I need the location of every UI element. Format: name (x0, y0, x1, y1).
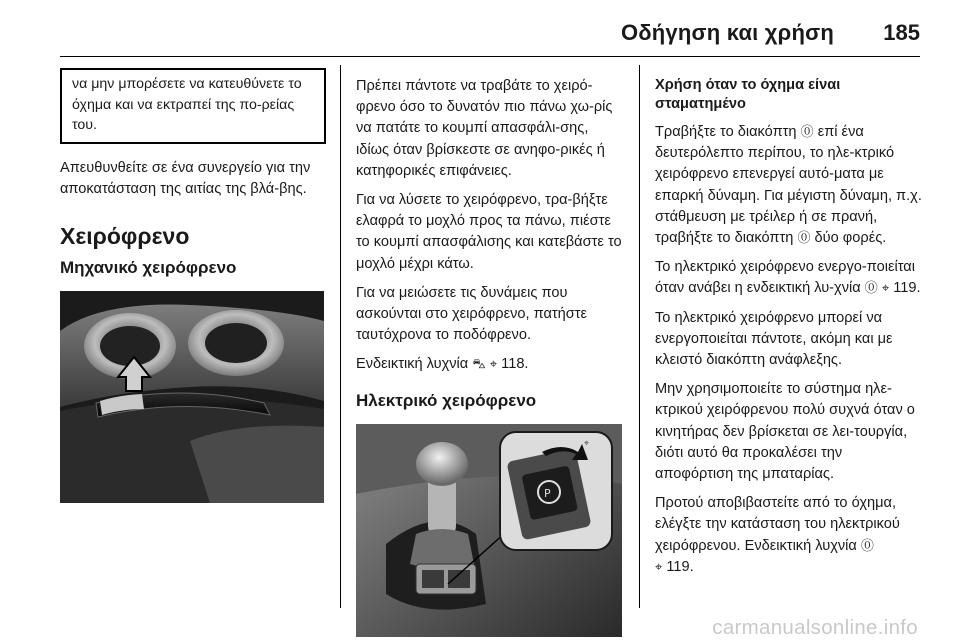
reduce-force-paragraph: Για να μειώσετε τις δυνάμεις που ασκούνται στο χειρόφρενο, πατήστε ταυτόχρονα το ποδόφρενο. (356, 284, 588, 344)
mechanical-handbrake-illustration (60, 291, 324, 503)
column-3 (655, 76, 923, 586)
heading-electric-brake: Ηλεκτρικό χειρόφρενο (356, 390, 537, 410)
subheading-mechanical-brake: Μηχανικό χειρόφρενο (60, 258, 237, 278)
heading-parking-brake: Χειρόφρενο (60, 222, 190, 249)
apply-text-b: επί ένα δευτερόλεπτο περίπου, το ηλε-κτρικό χειρόφρενο επενεργεί αυτό-ματα με επαρκή δύναμη. Για μέγιστη δύναμη, π.χ. στάθμευση με τρέιλερ ή σε πρανή, τραβήξτε το διακόπτη (655, 124, 922, 247)
release-brake-paragraph: Για να λύσετε το χειρόφρενο, τρα-βήξτε ελαφρά το μοχλό προς τα πάνω, πιέστε το κουμπί απασφάλισης και κατεβάστε το μοχλό μέχρι κάτω. (356, 192, 622, 272)
watermark: carmanualsonline.info (712, 616, 918, 639)
apply-text-c: δύο φορές. (814, 230, 887, 247)
brake-warning-lamp-icon: ⓪ (864, 281, 878, 297)
brake-warning-lamp-icon: ⓪ (860, 538, 874, 554)
column-divider-2 (639, 65, 640, 608)
reference-page: 118. (501, 356, 529, 373)
reference-link[interactable] (490, 356, 529, 372)
parking-brake-icon: ⛍ (472, 357, 486, 373)
electric-parking-brake-illustration (356, 424, 622, 637)
stationary-use-heading: Χρήση όταν το όχημα είναι σταματημένο (655, 77, 841, 112)
svg-text:P: P (544, 486, 551, 500)
column-1 (60, 68, 324, 503)
electric-brake-figure-svg (356, 424, 622, 637)
column-divider-1 (340, 65, 341, 608)
reference-page: 119. (666, 558, 694, 575)
pull-brake-paragraph: Πρέπει πάντοτε να τραβάτε το χειρό-φρενο όσο το δυνατόν πιο πάνω χω-ρίς να πατάτε το κουμπί απασφάλι-σης, ιδίως όταν βρίσκεστε σε ανηφο-ρικές ή κατηφορικές επιφάνειες. (356, 78, 613, 179)
warning-box: να μην μπορέσετε να κατευθύνετε το όχημα και να εκτραπεί της πο-ρείας του. (60, 68, 326, 144)
indicator-lamp-text: Ενδεικτική λυχνία (356, 356, 469, 373)
battery-warning-paragraph: Μην χρησιμοποιείτε το σύστημα ηλε-κτρικού χειρόφρενου πολύ συχνά όταν ο κινητήρας δεν βρίσκεται σε λει-τουργία, διότι αυτό θα προκαλέσει την αποφόρτιση της μπαταρίας. (655, 381, 915, 483)
brake-warning-lamp-icon: ⓪ (800, 125, 814, 140)
reference-link[interactable] (882, 280, 921, 296)
reference-page: 119. (893, 280, 921, 297)
svg-text:⌖: ⌖ (584, 438, 590, 449)
indicator-lamp-paragraph (356, 354, 624, 375)
brake-warning-lamp-icon: ⓪ (797, 231, 811, 247)
activation-text: Το ηλεκτρικό χειρόφρενο ενεργο-ποιείται όταν ανάβει η ενδεικτική λυ-χνία (655, 259, 915, 297)
ignition-off-paragraph: Το ηλεκτρικό χειρόφρενο μπορεί να ενεργοποιείται πάντοτε, ακόμη και με κλειστό διακόπτη ανάφλεξης. (655, 309, 893, 369)
repair-paragraph: Απευθυνθείτε σε ένα συνεργείο για την αποκατάσταση της αιτίας της βλά-βης. (60, 159, 311, 197)
reference-arrow-icon: ⌖ (655, 559, 663, 575)
before-leaving-text: Προτού αποβιβαστείτε από το όχημα, ελέγξτε την κατάσταση του ηλεκτρικού χειρόφρενου. Ενδεικτική λυχνία (655, 495, 900, 554)
apply-text-a: Τραβήξτε το διακόπτη (655, 124, 797, 140)
handbrake-figure-svg (60, 291, 324, 503)
header-rule (60, 56, 920, 57)
before-leaving-paragraph (655, 493, 923, 578)
reference-arrow-icon: ⌖ (881, 281, 890, 297)
page-number: 185 (883, 20, 920, 45)
activation-paragraph (655, 257, 923, 299)
reference-link[interactable] (655, 559, 694, 575)
column-2 (356, 76, 624, 637)
section-title: Οδήγηση και χρήση (620, 20, 834, 45)
apply-brake-paragraph (655, 122, 923, 249)
reference-arrow-icon: ⌖ (489, 357, 498, 373)
